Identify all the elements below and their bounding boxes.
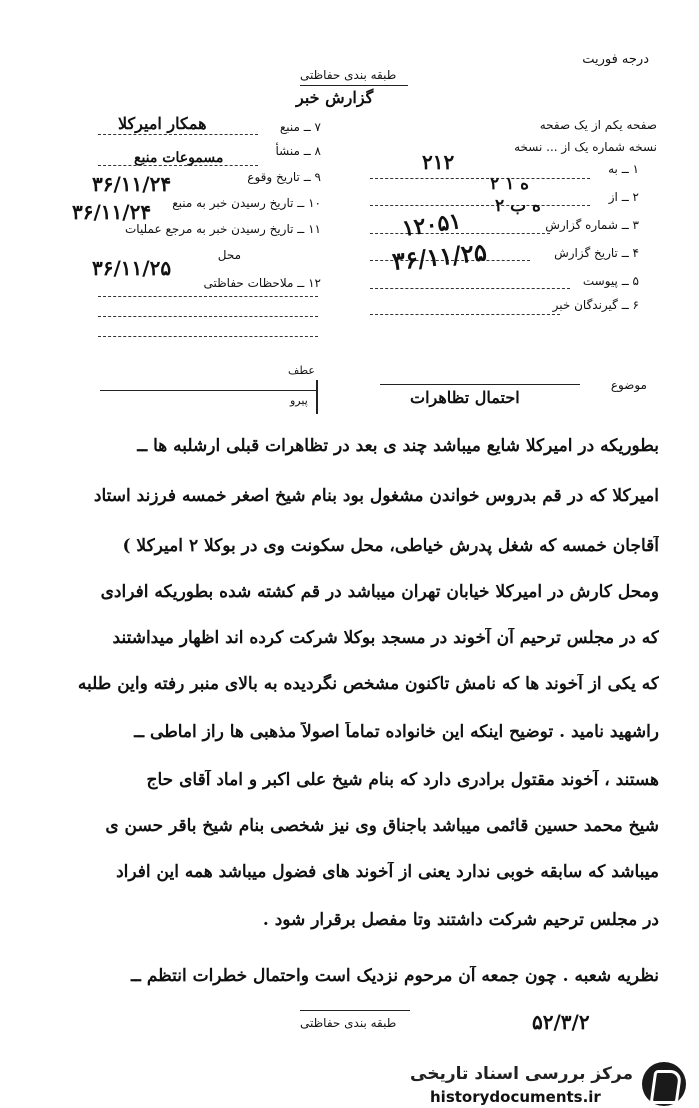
handwritten-number: ۵۲/۳/۲ xyxy=(532,1010,590,1034)
field-8-label: ۸ ــ منشأ xyxy=(275,144,321,158)
org-name: مرکز بررسی اسناد تاریخی xyxy=(410,1064,633,1084)
body-line-2: امیرکلا که در قم بدروس خواندن مشغول بود بنام شیخ اصغر خمسه فرزند استاد xyxy=(93,486,659,506)
body-line-1: بطوریکه در امیرکلا شایع میباشد چند ی بعد در تظاهرات قبلی ارشلبه ها ــ xyxy=(137,436,659,456)
field-1-label: ۱ ــ به xyxy=(608,162,639,176)
field-12-line-3 xyxy=(98,336,318,337)
body-line-8: هستند ، آخوند مقتول برادری دارد که بنام شیخ علی اکبر و اماد آقای حاج xyxy=(146,770,659,790)
field-5-line xyxy=(370,288,570,289)
field-2-value: ۲ ه ۱ xyxy=(490,174,530,194)
field-6-label: ۶ ــ گیرندگان خبر xyxy=(552,298,639,312)
classification-top: طبقه بندی حفاظتی xyxy=(300,68,397,82)
website: historydocuments.ir xyxy=(430,1088,601,1106)
body-line-6: که یکی از آخوند ها که نامش تاکنون مشخص نگردیده به بالای منبر رفته واین طلبه xyxy=(77,674,659,694)
body-line-9: شیخ محمد حسین قائمی میباشد باجناق وی نیز شخصی بنام شیخ باقر حسن ی xyxy=(105,816,659,836)
body-line-10: میباشد که سابقه خوبی ندارد یعنی از آخوند های فضول میباشد همه این افراد xyxy=(116,862,659,882)
field-1-value: ۲۱۲ xyxy=(422,150,455,174)
subject-value: احتمال تظاهرات xyxy=(410,388,520,407)
report-title: گزارش خبر xyxy=(296,88,374,107)
field-3-label: ۳ ــ شماره گزارش xyxy=(545,218,639,232)
subject-rule-left xyxy=(100,390,316,391)
field-7-value: همکار امیرکلا xyxy=(118,114,207,133)
field-10-label: ۱۰ ــ تاریخ رسیدن خبر به منبع xyxy=(172,196,321,210)
classification-bottom: طبقه بندی حفاظتی xyxy=(300,1016,397,1030)
subject-label: موضوع xyxy=(610,378,647,392)
priority-label: درجه فوریت xyxy=(582,52,649,67)
body-line-7: راشهید نامید . توضیح اینکه این خانواده تماماً اصولاً مذهبی ها راز اماطی ــ xyxy=(134,722,659,742)
field-5-label: ۵ ــ پیوست xyxy=(582,274,639,288)
field-7-line xyxy=(98,134,258,135)
field-2-label: ۲ ــ از xyxy=(608,190,639,204)
field-8-value: مسموعات منبع xyxy=(134,150,224,166)
peyro-label: پیرو xyxy=(290,394,308,407)
field-3-value: ۲ ه ب xyxy=(495,196,541,216)
field-12-line-2 xyxy=(98,316,318,317)
page-info: صفحه یکم از یک صفحه xyxy=(539,118,657,132)
field-4-value: ۳۶/۱۱/۲۵ xyxy=(390,237,489,276)
field-11-place: محل xyxy=(217,248,241,262)
field-10-value: ۳۶/۱۱/۲۴ xyxy=(72,200,152,224)
field-6-line xyxy=(370,314,560,315)
field-9-label: ۹ ــ تاریخ وقوع xyxy=(247,170,321,184)
document-icon xyxy=(650,1070,683,1104)
copy-info: نسخه شماره یک از ... نسخه xyxy=(514,140,657,154)
field-9-value: ۳۶/۱۱/۲۴ xyxy=(92,172,172,196)
field-8-line xyxy=(98,165,258,166)
field-2-line xyxy=(370,205,590,206)
body-line-5: که در مجلس ترحیم آن آخوند در مسجد بوکلا شرکت کرده اند اظهار میداشتند xyxy=(112,628,659,648)
body-line-11: در مجلس ترحیم شرکت داشتند وتا مفصل برقرار شود . xyxy=(262,910,659,930)
field-11-label: ۱۱ ــ تاریخ رسیدن خبر به مرجع عملیات xyxy=(124,222,321,236)
subject-divider xyxy=(316,380,318,414)
stamp-number: ۱۲۰۵۱ xyxy=(400,208,463,242)
body-line-3: آقاجان خمسه که شغل پدرش خیاطی، محل سکونت وی در بوکلا ۲ امیرکلا ) xyxy=(122,536,659,556)
footer-rule xyxy=(300,1010,410,1011)
classification-underline xyxy=(300,85,408,86)
field-12-line-1 xyxy=(98,296,318,297)
field-4-label: ۴ ــ تاریخ گزارش xyxy=(554,246,639,260)
field-1-line xyxy=(370,178,590,179)
atf-label: عطف xyxy=(288,364,315,377)
opinion-text: نظریه شعبه . چون جمعه آن مرحوم نزدیک است واحتمال خطرات انتظم ــ xyxy=(130,966,659,986)
field-12-label: ۱۲ ــ ملاحظات حفاظتی xyxy=(203,276,321,290)
field-11-value: ۳۶/۱۱/۲۵ xyxy=(92,256,172,280)
subject-rule xyxy=(380,384,580,385)
field-7-label: ۷ ــ منبع xyxy=(279,120,321,134)
body-line-4: ومحل کارش در امیرکلا خیابان تهران میباشد در قم کشته شده بطوریکه افرادی xyxy=(100,582,659,602)
